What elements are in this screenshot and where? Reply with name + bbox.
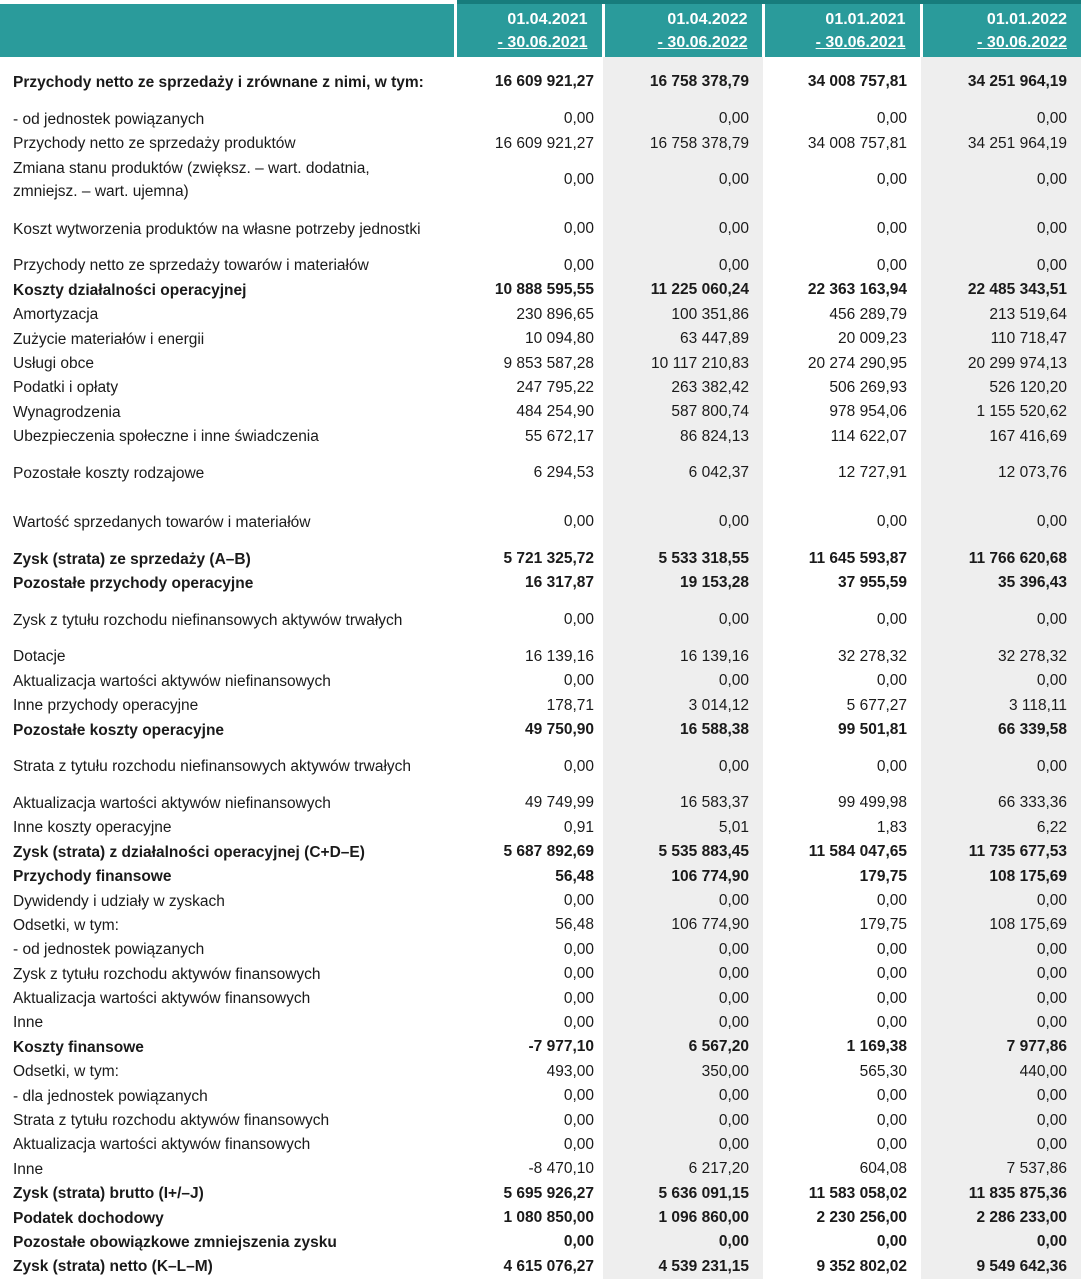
cell-value: 0,00 — [563, 672, 594, 690]
row-label: - od jednostek powiązanych — [13, 941, 205, 959]
cell-value: 49 749,99 — [525, 794, 594, 812]
table-row — [0, 693, 1081, 717]
row-label: Przychody netto ze sprzedaży towarów i materiałów — [13, 257, 369, 275]
cell-value: 5 695 926,27 — [503, 1184, 594, 1202]
cell-value: 16 758 378,79 — [603, 131, 763, 155]
table-row — [0, 938, 1081, 962]
table-row — [0, 303, 1081, 327]
row-label: Podatek dochodowy — [13, 1209, 164, 1227]
table-row — [0, 1060, 1081, 1084]
cell-value: 0,00 — [603, 1084, 763, 1108]
period-start: 01.01.2022 — [986, 10, 1067, 28]
cell-value: 0,00 — [876, 611, 907, 629]
cell-value: 0,00 — [876, 110, 907, 128]
cell-value: 99 499,98 — [838, 794, 907, 812]
cell-value: 9 352 802,02 — [816, 1257, 907, 1275]
cell-value: 11 225 060,24 — [603, 278, 763, 302]
table-row — [0, 156, 1081, 205]
cell-value: 526 120,20 — [921, 376, 1081, 400]
table-row — [0, 449, 1081, 498]
cell-value: 16 609 921,27 — [494, 73, 594, 90]
cell-value: 100 351,86 — [603, 303, 763, 327]
table-row — [0, 1206, 1081, 1230]
table-row — [0, 864, 1081, 888]
cell-value: 16 317,87 — [525, 574, 594, 592]
cell-value: 34 251 964,19 — [921, 131, 1081, 155]
cell-value: 0,00 — [563, 220, 594, 238]
cell-value: 0,00 — [876, 1111, 907, 1129]
cell-value: 1 096 860,00 — [603, 1206, 763, 1230]
cell-value: 6 217,20 — [603, 1157, 763, 1181]
cell-value: 0,00 — [563, 256, 594, 274]
cell-value: 0,00 — [921, 1084, 1081, 1108]
cell-value: 5 533 318,55 — [603, 547, 763, 571]
table-row — [0, 889, 1081, 913]
cell-value: 0,00 — [921, 107, 1081, 131]
cell-value: 0,00 — [876, 513, 907, 531]
table-row — [0, 1035, 1081, 1059]
row-label: Aktualizacja wartości aktywów finansowych — [13, 1136, 311, 1154]
table-row — [0, 131, 1081, 155]
row-label: Strata z tytułu rozchodu aktywów finansowych — [13, 1112, 330, 1130]
period-start: 01.04.2021 — [507, 10, 588, 28]
table-row — [0, 107, 1081, 131]
row-label: Pozostałe koszty rodzajowe — [13, 464, 205, 482]
column-header-q2-2021 — [455, 2, 603, 57]
cell-value: 0,00 — [563, 989, 594, 1007]
cell-value: 10 117 210,83 — [603, 351, 763, 375]
cell-value: 0,00 — [603, 498, 763, 547]
cell-value: 0,00 — [563, 1013, 594, 1031]
cell-value: 506 269,93 — [829, 378, 907, 396]
cell-value: 6 042,37 — [603, 449, 763, 498]
period-end: - 30.06.2022 — [657, 33, 748, 51]
cell-value: 19 153,28 — [603, 571, 763, 595]
cell-value: 0,00 — [563, 171, 594, 189]
cell-value: 440,00 — [921, 1060, 1081, 1084]
cell-value: 263 382,42 — [603, 376, 763, 400]
cell-value: 565,30 — [859, 1062, 907, 1080]
cell-value: 0,00 — [563, 1087, 594, 1105]
row-label: Inne koszty operacyjne — [13, 819, 172, 837]
row-label: Ubezpieczenia społeczne i inne świadczenia — [13, 428, 319, 446]
cell-value: 0,00 — [563, 110, 594, 128]
cell-value: 5 721 325,72 — [503, 550, 594, 568]
cell-value: 0,00 — [921, 962, 1081, 986]
row-label: Dywidendy i udziały w zyskach — [13, 892, 225, 910]
cell-value: 5 636 091,15 — [603, 1182, 763, 1206]
cell-value: 484 254,90 — [516, 403, 594, 421]
cell-value: -7 977,10 — [528, 1038, 594, 1056]
cell-value: 114 622,07 — [830, 427, 907, 445]
header-row — [0, 2, 1081, 57]
cell-value: 178,71 — [546, 696, 594, 714]
cell-value: 22 485 343,51 — [921, 278, 1081, 302]
cell-value: 16 758 378,79 — [603, 57, 763, 107]
cell-value: 0,00 — [921, 986, 1081, 1010]
table-row — [0, 547, 1081, 571]
cell-value: 0,00 — [563, 1111, 594, 1129]
table-row — [0, 645, 1081, 669]
cell-value: 12 073,76 — [921, 449, 1081, 498]
cell-value: 0,00 — [876, 171, 907, 189]
cell-value: 0,00 — [603, 669, 763, 693]
row-label: Zysk z tytułu rozchodu aktywów finansowych — [13, 965, 321, 983]
cell-value: 213 519,64 — [921, 303, 1081, 327]
cell-value: 11 835 875,36 — [921, 1182, 1081, 1206]
row-label: Zysk (strata) brutto (I+/–J) — [13, 1185, 204, 1203]
row-label: Zysk z tytułu rozchodu niefinansowych aktywów trwałych — [13, 611, 403, 629]
cell-value: 0,00 — [603, 205, 763, 254]
cell-value: 1 155 520,62 — [921, 400, 1081, 424]
cell-value: 0,00 — [921, 889, 1081, 913]
cell-value: 5 677,27 — [846, 696, 907, 714]
cell-value: 0,00 — [563, 1233, 594, 1251]
cell-value: 20 009,23 — [838, 330, 907, 348]
cell-value: 0,00 — [563, 965, 594, 983]
cell-value: 587 800,74 — [603, 400, 763, 424]
column-header-q2-2022 — [603, 2, 763, 57]
cell-value: 0,00 — [563, 611, 594, 629]
cell-value: 10 094,80 — [525, 330, 594, 348]
row-label: Pozostałe obowiązkowe zmniejszenia zysku — [13, 1233, 337, 1251]
cell-value: 179,75 — [859, 916, 907, 934]
cell-value: 0,00 — [603, 156, 763, 205]
cell-value: 0,00 — [603, 1133, 763, 1157]
cell-value: 110 718,47 — [921, 327, 1081, 351]
cell-value: 0,00 — [921, 669, 1081, 693]
row-label: Wartość sprzedanych towarów i materiałów — [13, 513, 311, 531]
table-row — [0, 791, 1081, 815]
cell-value: 16 588,38 — [603, 718, 763, 742]
row-label: Zużycie materiałów i energii — [13, 330, 205, 348]
cell-value: 0,00 — [876, 1087, 907, 1105]
cell-value: 0,00 — [921, 156, 1081, 205]
cell-value: 0,00 — [921, 1230, 1081, 1254]
cell-value: 34 251 964,19 — [921, 57, 1081, 107]
cell-value: 12 727,91 — [838, 464, 907, 482]
table-row — [0, 1011, 1081, 1035]
cell-value: 16 139,16 — [603, 645, 763, 669]
cell-value: 0,00 — [921, 498, 1081, 547]
cell-value: 6 567,20 — [603, 1035, 763, 1059]
cell-value: 0,00 — [563, 1135, 594, 1153]
row-label: Aktualizacja wartości aktywów finansowych — [13, 990, 311, 1008]
row-label: - od jednostek powiązanych — [13, 110, 205, 128]
cell-value: 0,00 — [921, 1133, 1081, 1157]
cell-value: 0,00 — [603, 962, 763, 986]
cell-value: 0,00 — [876, 989, 907, 1007]
table-row — [0, 498, 1081, 547]
cell-value: 66 339,58 — [921, 718, 1081, 742]
table-row — [0, 840, 1081, 864]
cell-value: 11 645 593,87 — [808, 550, 907, 568]
row-label: Odsetki, w tym: — [13, 916, 119, 934]
cell-value: 0,00 — [876, 220, 907, 238]
table-row — [0, 1255, 1081, 1279]
table-row — [0, 913, 1081, 937]
cell-value: 0,00 — [603, 1230, 763, 1254]
cell-value: 604,08 — [859, 1160, 907, 1178]
table-row — [0, 962, 1081, 986]
table-row — [0, 425, 1081, 449]
cell-value: 0,00 — [876, 757, 907, 775]
cell-value: 0,00 — [876, 940, 907, 958]
cell-value: 66 333,36 — [921, 791, 1081, 815]
cell-value: 0,00 — [603, 596, 763, 645]
cell-value: 0,00 — [563, 757, 594, 775]
table-row — [0, 1084, 1081, 1108]
cell-value: 16 609 921,27 — [494, 134, 594, 152]
cell-value: 9 853 587,28 — [503, 354, 594, 372]
cell-value: 63 447,89 — [603, 327, 763, 351]
cell-value: 0,00 — [876, 1233, 907, 1251]
cell-value: 0,00 — [921, 938, 1081, 962]
cell-value: 1,83 — [876, 818, 907, 836]
period-end: - 30.06.2022 — [977, 33, 1067, 51]
row-label: Strata z tytułu rozchodu niefinansowych aktywów trwałych — [13, 758, 412, 776]
cell-value: 978 954,06 — [829, 403, 907, 421]
cell-value: 0,00 — [876, 256, 907, 274]
table-row — [0, 718, 1081, 742]
header-label-cell — [0, 2, 455, 57]
cell-value: 5 535 883,45 — [603, 840, 763, 864]
cell-value: 20 274 290,95 — [807, 354, 907, 372]
cell-value: 32 278,32 — [921, 645, 1081, 669]
cell-value: 0,00 — [876, 1013, 907, 1031]
cell-value: 37 955,59 — [838, 574, 907, 592]
table-row — [0, 376, 1081, 400]
row-label: Przychody finansowe — [13, 868, 172, 886]
cell-value: 167 416,69 — [921, 425, 1081, 449]
cell-value: 11 766 620,68 — [921, 547, 1081, 571]
table-row — [0, 1133, 1081, 1157]
cell-value: 2 286 233,00 — [921, 1206, 1081, 1230]
row-label: Wynagrodzenia — [13, 403, 121, 421]
row-label: Aktualizacja wartości aktywów niefinansowych — [13, 794, 331, 812]
cell-value: 3 014,12 — [603, 693, 763, 717]
table-row — [0, 1230, 1081, 1254]
row-label: Inne — [13, 1014, 44, 1032]
cell-value: 1 080 850,00 — [503, 1209, 594, 1227]
cell-value: 16 583,37 — [603, 791, 763, 815]
cell-value: 7 537,86 — [921, 1157, 1081, 1181]
cell-value: 16 139,16 — [525, 647, 594, 665]
cell-value: 0,00 — [603, 938, 763, 962]
cell-value: 0,00 — [603, 254, 763, 278]
period-end: - 30.06.2021 — [815, 33, 906, 51]
row-label: Inne przychody operacyjne — [13, 697, 199, 715]
cell-value: 0,00 — [921, 742, 1081, 791]
table-row — [0, 742, 1081, 791]
cell-value: 7 977,86 — [921, 1035, 1081, 1059]
row-label: Przychody netto ze sprzedaży i zrównane z nimi, w tym: — [13, 73, 424, 91]
cell-value: 0,00 — [921, 596, 1081, 645]
row-label: Inne — [13, 1160, 44, 1178]
cell-value: 22 363 163,94 — [807, 281, 907, 299]
cell-value: 1 169,38 — [846, 1038, 907, 1056]
table-row — [0, 596, 1081, 645]
table-row — [0, 571, 1081, 595]
cell-value: 0,00 — [603, 986, 763, 1010]
row-label: Dotacje — [13, 648, 66, 666]
row-label: Amortyzacja — [13, 306, 99, 324]
cell-value: 0,00 — [876, 672, 907, 690]
cell-value: 0,00 — [603, 107, 763, 131]
cell-value: 6,22 — [921, 816, 1081, 840]
table-row — [0, 816, 1081, 840]
cell-value: 35 396,43 — [921, 571, 1081, 595]
table-row — [0, 400, 1081, 424]
cell-value: 11 584 047,65 — [808, 843, 907, 861]
cell-value: 4 615 076,27 — [503, 1257, 594, 1275]
column-header-h1-2022 — [921, 2, 1081, 57]
cell-value: 86 824,13 — [603, 425, 763, 449]
row-label: Zysk (strata) ze sprzedaży (A–B) — [13, 550, 251, 568]
cell-value: 56,48 — [555, 867, 594, 885]
cell-value: 11 583 058,02 — [808, 1184, 907, 1202]
cell-value: 32 278,32 — [838, 647, 907, 665]
cell-value: 5 687 892,69 — [503, 843, 594, 861]
table-row — [0, 254, 1081, 278]
cell-value: 456 289,79 — [829, 305, 907, 323]
cell-value: 0,00 — [603, 1011, 763, 1035]
row-label: Przychody netto ze sprzedaży produktów — [13, 135, 296, 153]
row-label: Zysk (strata) netto (K–L–M) — [13, 1258, 213, 1276]
table-row — [0, 669, 1081, 693]
cell-value: 0,00 — [921, 205, 1081, 254]
cell-value: 106 774,90 — [603, 864, 763, 888]
cell-value: 247 795,22 — [516, 378, 594, 396]
cell-value: 11 735 677,53 — [921, 840, 1081, 864]
cell-value: 56,48 — [555, 916, 594, 934]
table-row — [0, 205, 1081, 254]
cell-value: 3 118,11 — [921, 693, 1081, 717]
cell-value: 10 888 595,55 — [494, 281, 594, 299]
cell-value: -8 470,10 — [528, 1160, 594, 1178]
row-label: Podatki i opłaty — [13, 379, 119, 397]
cell-value: 0,00 — [603, 742, 763, 791]
cell-value: 108 175,69 — [921, 864, 1081, 888]
table-row — [0, 57, 1081, 107]
cell-value: 9 549 642,36 — [921, 1255, 1081, 1279]
cell-value: 0,91 — [563, 818, 594, 836]
table-row — [0, 1182, 1081, 1206]
table-row — [0, 278, 1081, 302]
row-label: Pozostałe przychody operacyjne — [13, 574, 254, 592]
column-header-h1-2021 — [763, 2, 921, 57]
period-end: - 30.06.2021 — [497, 33, 588, 51]
row-label: Koszty finansowe — [13, 1038, 144, 1056]
cell-value: 0,00 — [921, 1011, 1081, 1035]
cell-value: 49 750,90 — [525, 721, 594, 739]
period-start: 01.04.2022 — [667, 10, 748, 28]
cell-value: 0,00 — [563, 940, 594, 958]
cell-value: 0,00 — [603, 1108, 763, 1132]
table-row — [0, 327, 1081, 351]
row-label: Pozostałe koszty operacyjne — [13, 721, 225, 739]
row-label: Zmiana stanu produktów (zwiększ. – wart. dodatnia, zmniejsz. – wart. ujemna) — [13, 160, 370, 201]
cell-value: 0,00 — [563, 513, 594, 531]
table-row — [0, 1108, 1081, 1132]
row-label: - dla jednostek powiązanych — [13, 1087, 208, 1105]
row-label: Koszt wytworzenia produktów na własne potrzeby jednostki — [13, 220, 421, 238]
cell-value: 0,00 — [876, 965, 907, 983]
cell-value: 0,00 — [876, 1135, 907, 1153]
cell-value: 0,00 — [921, 254, 1081, 278]
row-label: Aktualizacja wartości aktywów niefinansowych — [13, 672, 331, 690]
cell-value: 99 501,81 — [838, 721, 907, 739]
cell-value: 106 774,90 — [603, 913, 763, 937]
table-row — [0, 986, 1081, 1010]
row-label: Odsetki, w tym: — [13, 1063, 119, 1081]
row-label: Usługi obce — [13, 355, 94, 373]
cell-value: 4 539 231,15 — [603, 1255, 763, 1279]
period-start: 01.01.2021 — [825, 10, 906, 28]
cell-value: 2 230 256,00 — [816, 1209, 907, 1227]
cell-value: 0,00 — [921, 1108, 1081, 1132]
cell-value: 0,00 — [603, 889, 763, 913]
cell-value: 20 299 974,13 — [921, 351, 1081, 375]
cell-value: 0,00 — [876, 892, 907, 909]
cell-value: 6 294,53 — [533, 464, 594, 482]
table-row — [0, 1157, 1081, 1181]
cell-value: 179,75 — [859, 867, 907, 885]
cell-value: 350,00 — [603, 1060, 763, 1084]
cell-value: 5,01 — [603, 816, 763, 840]
row-label: Koszty działalności operacyjnej — [13, 281, 247, 299]
cell-value: 493,00 — [546, 1062, 594, 1080]
table-row — [0, 351, 1081, 375]
cell-value: 55 672,17 — [525, 427, 594, 445]
row-label: Zysk (strata) z działalności operacyjnej (C+D–E) — [13, 843, 365, 861]
cell-value: 108 175,69 — [921, 913, 1081, 937]
cell-value: 34 008 757,81 — [807, 134, 907, 152]
cell-value: 34 008 757,81 — [807, 73, 907, 90]
cell-value: 230 896,65 — [516, 305, 594, 323]
cell-value: 0,00 — [563, 892, 594, 909]
